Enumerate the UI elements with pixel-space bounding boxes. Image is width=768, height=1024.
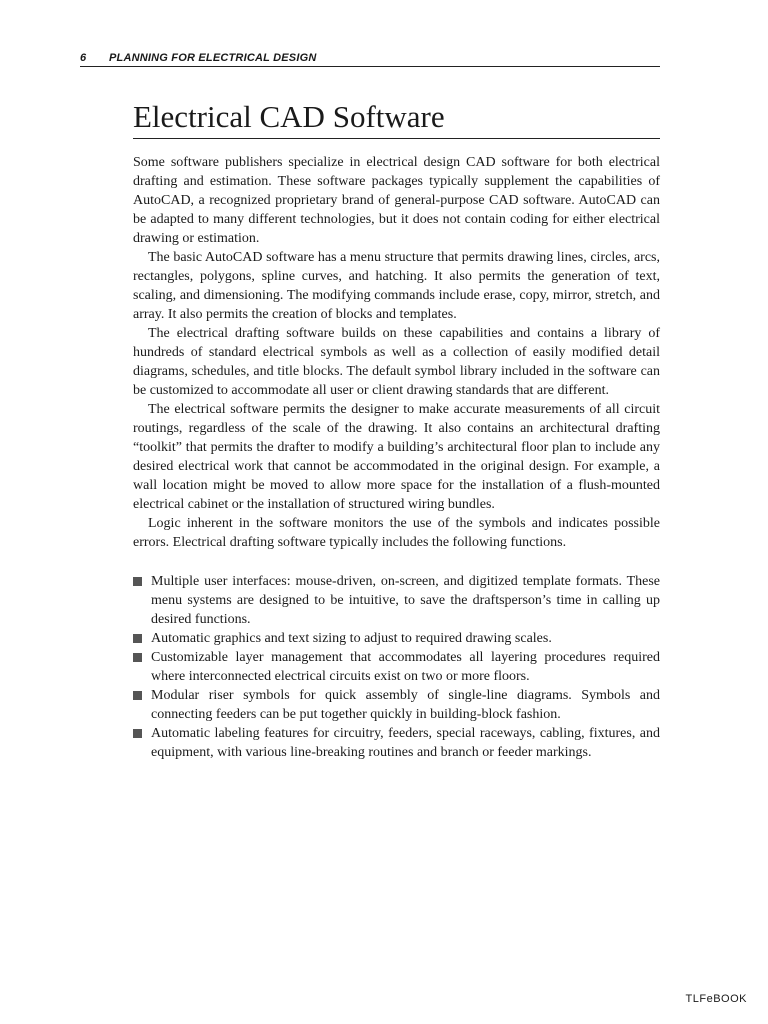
body-text bbox=[133, 153, 660, 552]
square-bullet-icon bbox=[133, 577, 142, 586]
paragraph: Logic inherent in the software monitors the use of the symbols and indicates possible errors. Electrical drafting software typically includes the following functions. bbox=[133, 516, 660, 550]
square-bullet-icon bbox=[133, 691, 142, 700]
page-number: 6 bbox=[80, 52, 87, 64]
list-item-text: Multiple user interfaces: mouse-driven, on-screen, and digitized template formats. These menu systems are designed to be intuitive, to save the draftsperson’s time in calling up desired functions. bbox=[151, 574, 660, 627]
paragraph: The basic AutoCAD software has a menu structure that permits drawing lines, circles, arcs, rectangles, polygons, spline curves, and hatching. It also permits the generation of text, scaling, and dimensioning. The modifying commands include erase, copy, mirror, stretch, and array. It also permits the creation of blocks and templates. bbox=[133, 250, 660, 322]
list-item bbox=[133, 629, 660, 648]
footer-mark: TLFeBOOK bbox=[685, 993, 747, 1005]
square-bullet-icon bbox=[133, 653, 142, 662]
running-header bbox=[80, 51, 660, 67]
paragraph: The electrical drafting software builds on these capabilities and contains a library of hundreds of standard electrical symbols as well as a collection of easily modified detail diagrams, schedules, and title blocks. The default symbol library included in the software can be customized to accommodate all user or client drawing standards that are different. bbox=[133, 326, 660, 398]
paragraph: The electrical software permits the designer to make accurate measurements of all circuit routings, regardless of the scale of the drawing. It also contains an architectural drafting “toolkit” that permits the drafter to modify a building’s architectural floor plan to include any desired electrical work that cannot be accommodated in the original design. For example, a wall location might be moved to allow more space for the installation of a flush-mounted electrical cabinet or the installation of structured wiring bundles. bbox=[133, 402, 660, 512]
list-item-text: Modular riser symbols for quick assembly of single-line diagrams. Symbols and connecting feeders can be put together quickly in building-block fashion. bbox=[151, 688, 660, 722]
list-item bbox=[133, 648, 660, 686]
square-bullet-icon bbox=[133, 634, 142, 643]
list-item bbox=[133, 724, 660, 762]
list-item bbox=[133, 686, 660, 724]
running-title: PLANNING FOR ELECTRICAL DESIGN bbox=[109, 52, 317, 64]
list-item bbox=[133, 572, 660, 629]
square-bullet-icon bbox=[133, 729, 142, 738]
list-item-text: Automatic graphics and text sizing to adjust to required drawing scales. bbox=[151, 631, 552, 646]
list-item-text: Automatic labeling features for circuitry, feeders, special raceways, cabling, fixtures, and equipment, with various line-breaking routines and branch or feeder markings. bbox=[151, 726, 660, 760]
list-item-text: Customizable layer management that accommodates all layering procedures required where interconnected electrical circuits exist on two or more floors. bbox=[151, 650, 660, 684]
function-list bbox=[133, 572, 660, 762]
section-title: Electrical CAD Software bbox=[133, 98, 660, 139]
page-content bbox=[133, 98, 660, 762]
paragraph: Some software publishers specialize in electrical design CAD software for both electrical drafting and estimation. These software packages typically supplement the capabilities of AutoCAD, a recognized proprietary brand of general-purpose CAD software. AutoCAD can be adapted to many different technologies, but it does not contain coding for either electrical drawing or estimation. bbox=[133, 155, 660, 246]
